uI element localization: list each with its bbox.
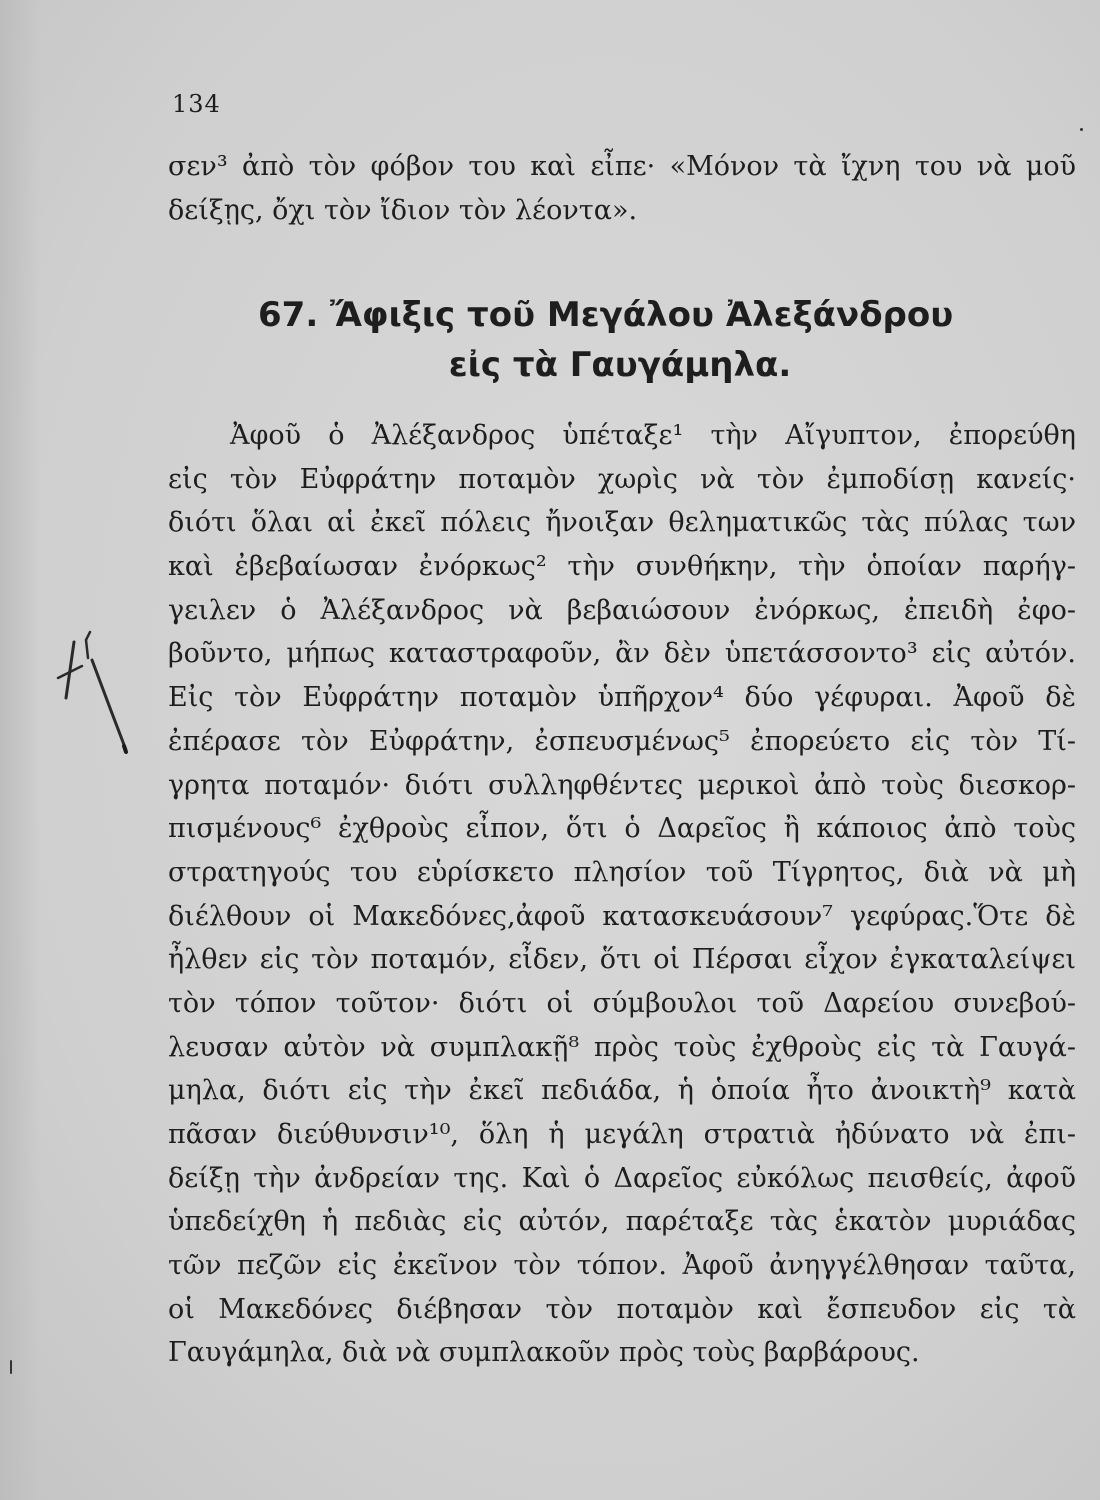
paper-speck xyxy=(10,1360,12,1374)
text-line: λευσαν αὐτὸν νὰ συμπλακῇ⁸ πρὸς τοὺς ἐχθροὺς εἰς τὰ Γαυγά- xyxy=(168,1031,1076,1063)
text-line: μηλα, διότι εἰς τὴν ἐκεῖ πεδιάδα, ἡ ὁποία ἦτο ἀνοικτὴ⁹ κατὰ xyxy=(168,1075,1076,1107)
text-line: τῶν πεζῶν εἰς ἐκεῖνον τὸν τόπον. Ἀφοῦ ἀνηγγέλθησαν ταῦτα, xyxy=(168,1250,1076,1282)
section-heading xyxy=(250,290,990,390)
text-line: τὸν τόπον τοῦτον· διότι οἱ σύμβουλοι τοῦ Δαρείου συνεβού- xyxy=(168,987,1076,1019)
text-line: δείξῃ τὴν ἀνδρείαν της. Καὶ ὁ Δαρεῖος εὐκόλως πεισθείς, ἀφοῦ xyxy=(168,1162,1076,1194)
section-heading-line: εἰς τὰ Γαυγάμηλα. xyxy=(448,345,792,385)
text-line: καὶ ἐβεβαίωσαν ἐνόρκως² τὴν συνθήκην, τὴν ὁποίαν παρήγ- xyxy=(168,551,1076,583)
text-line: διέλθουν οἱ Μακεδόνες,ἀφοῦ κατασκευάσουν⁷ γεφύρας.Ὅτε δὲ xyxy=(168,900,1076,932)
text-line: βοῦντο, μήπως καταστραφοῦν, ἂν δὲν ὑπετάσσοντο³ εἰς αὐτόν. xyxy=(168,638,1076,670)
text-line: ὑπεδείχθη ἡ πεδιὰς εἰς αὐτόν, παρέταξε τὰς ἑκατὸν μυριάδας xyxy=(168,1206,1076,1238)
paper-speck xyxy=(1080,128,1083,131)
text-line: ἐπέρασε τὸν Εὐφράτην, ἐσπευσμένως⁵ ἐπορεύετο εἰς τὸν Τί- xyxy=(168,725,1076,757)
text-line: Εἰς τὸν Εὐφράτην ποταμὸν ὑπῆρχον⁴ δύο γέφυραι. Ἀφοῦ δὲ xyxy=(168,682,1076,714)
handwritten-margin-mark xyxy=(52,620,152,770)
text-line: οἱ Μακεδόνες διέβησαν τὸν ποταμὸν καὶ ἔσπευδον εἰς τὰ xyxy=(168,1293,1076,1325)
text-line: δείξῃς, ὄχι τὸν ἴδιον τὸν λέοντα». xyxy=(168,195,638,226)
text-line: γειλεν ὁ Ἀλέξανδρος νὰ βεβαιώσουν ἐνόρκως, ἐπειδὴ ἐφο- xyxy=(168,594,1076,626)
body-paragraph xyxy=(168,414,1076,1375)
text-line: πισμένους⁶ ἐχθροὺς εἶπον, ὅτι ὁ Δαρεῖος ἢ κάποιος ἀπὸ τοὺς xyxy=(168,813,1076,845)
text-line: εἰς τὸν Εὐφράτην ποταμὸν χωρὶς νὰ τὸν ἐμποδίσῃ κανείς· xyxy=(168,463,1076,495)
page-number: 134 xyxy=(172,90,221,118)
text-line: Γαυγάμηλα, διὰ νὰ συμπλακοῦν πρὸς τοὺς βαρβάρους. xyxy=(168,1337,920,1369)
text-line: Ἀφοῦ ὁ Ἀλέξανδρος ὑπέταξε¹ τὴν Αἴγυπτον, ἐπορεύθη xyxy=(230,420,1076,451)
text-line: σεν³ ἀπὸ τὸν φόβον του καὶ εἶπε· «Μόνον τὰ ἴχνη του νὰ μοῦ xyxy=(168,151,1076,182)
page-gutter-shadow xyxy=(0,0,40,1500)
text-line: πᾶσαν διεύθυνσιν¹⁰, ὅλη ἡ μεγάλη στρατιὰ ἠδύνατο νὰ ἐπι- xyxy=(168,1119,1076,1150)
text-line: διότι ὅλαι αἱ ἐκεῖ πόλεις ἤνοιξαν θεληματικῶς τὰς πύλας των xyxy=(168,507,1076,539)
text-line: ἦλθεν εἰς τὸν ποταμόν, εἶδεν, ὅτι οἱ Πέρσαι εἶχον ἐγκαταλείψει xyxy=(168,944,1076,976)
text-line: στρατηγούς του εὑρίσκετο πλησίον τοῦ Τίγρητος, διὰ νὰ μὴ xyxy=(168,856,1076,888)
intro-paragraph xyxy=(168,145,1076,233)
text-line: γρητα ποταμόν· διότι συλληφθέντες μερικοὶ ἀπὸ τοὺς διεσκορ- xyxy=(168,769,1076,801)
section-heading-line: 67. Ἄφιξις τοῦ Μεγάλου Ἀλεξάνδρου xyxy=(258,295,954,335)
